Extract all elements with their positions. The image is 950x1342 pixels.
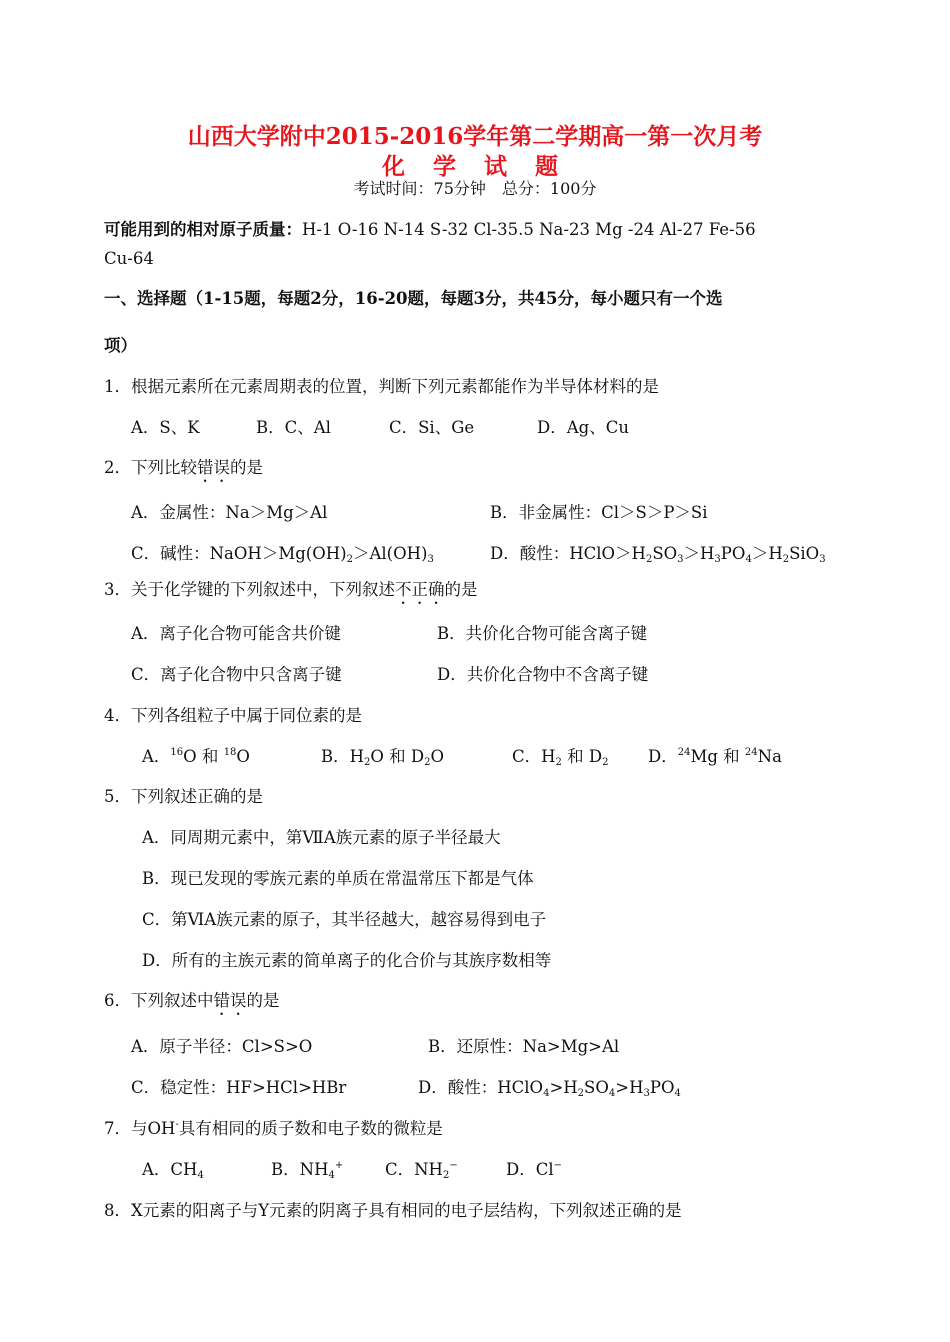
question-7-option-d: D．Cl−	[506, 1160, 563, 1179]
atomic-masses-line	[104, 216, 756, 240]
atomic-masses-label: 可能用到的相对原子质量：	[104, 220, 302, 239]
question-3-stem: 3．关于化学键的下列叙述中，下列叙述不正确的是	[104, 580, 478, 599]
question-7-option-c: C．$NH_2^-$	[385, 1160, 458, 1181]
question-5-stem: 5．下列叙述正确的是	[104, 787, 263, 806]
question-4-option-c: C．$H_2$ 和 $D_2$	[512, 747, 609, 768]
question-3-option-b: B．共价化合物可能含离子键	[437, 624, 648, 643]
question-1-stem: 1．根据元素所在元素周期表的位置，判断下列元素都能作为半导体材料的是	[104, 377, 659, 396]
question-1-option-d: D．Ag、Cu	[537, 418, 629, 437]
question-7-option-a: A．$CH_4$	[142, 1160, 204, 1181]
question-4-option-b: B．$H_2O$ 和 $D_2O$	[321, 747, 445, 768]
question-5-option-b: B．现已发现的零族元素的单质在常温常压下都是气体	[142, 869, 534, 888]
section-heading: 一、选择题（1-15题，每题2分，16-20题，每题3分，共45分，每小题只有一个选	[104, 289, 723, 308]
question-2-option-c: C．碱性：$NaOH>Mg(OH)_2>Al(OH)_3$	[131, 544, 434, 565]
question-4-option-a: A．$^{16}$O 和 $^{18}$O	[142, 747, 250, 766]
question-1-option-c: C．Si、Ge	[389, 418, 475, 437]
question-4-option-d: D．$^{24}$Mg 和 $^{24}$Na	[648, 747, 782, 766]
question-7-option-b: B．$NH_4^+$	[271, 1160, 344, 1181]
section-heading-cont: 项）	[104, 336, 137, 355]
question-3-option-c: C．离子化合物中只含离子键	[131, 665, 342, 684]
exam-meta: 考试时间：75分钟 总分：100分	[353, 179, 597, 198]
exam-title: 山西大学附中2015-2016学年第二学期高一第一次月考	[187, 123, 763, 150]
question-5-option-a: A．同周期元素中，第ⅦA族元素的原子半径最大	[142, 828, 501, 847]
question-3-option-a: A．离子化合物可能含共价键	[131, 624, 341, 643]
question-7-stem: 7．与OH-具有相同的质子数和电子数的微粒是	[104, 1119, 443, 1138]
question-6-option-a: A．原子半径：Cl>S>O	[131, 1037, 313, 1056]
question-8-stem: 8．X元素的阳离子与Y元素的阴离子具有相同的电子层结构，下列叙述正确的是	[104, 1201, 682, 1220]
atomic-masses-values: H-1 O-16 N-14 S-32 Cl-35.5 Na-23 Mg -24 Al-27 Fe-56	[302, 220, 756, 239]
question-1-option-a: A．S、K	[131, 418, 200, 437]
question-2-option-a: A．金属性：Na＞Mg＞Al	[131, 503, 328, 522]
question-1-option-b: B．C、Al	[256, 418, 331, 437]
question-4-stem: 4．下列各组粒子中属于同位素的是	[104, 706, 362, 725]
question-5-option-c: C．第ⅥA族元素的原子，其半径越大，越容易得到电子	[142, 910, 547, 929]
question-6-stem: 6．下列叙述中错误的是	[104, 991, 280, 1010]
question-5-option-d: D．所有的主族元素的简单离子的化合价与其族序数相等	[142, 951, 552, 970]
question-6-option-d: D．酸性：$HClO_4>H_2SO_4>H_3PO_4$	[418, 1078, 681, 1099]
question-2-option-b: B．非金属性：Cl＞S＞P＞Si	[490, 503, 708, 522]
question-6-option-c: C．稳定性：HF>HCl>HBr	[131, 1078, 347, 1097]
atomic-masses-values-2: Cu-64	[104, 249, 154, 268]
question-2-stem: 2．下列比较错误的是	[104, 458, 263, 477]
subject-title: 化 学 试 题	[381, 153, 569, 180]
question-3-option-d: D．共价化合物中不含离子键	[437, 665, 649, 684]
question-2-option-d: D．酸性：$HClO>H_2SO_3>H_3PO_4>H_2SiO_3$	[490, 544, 826, 565]
question-6-option-b: B．还原性：Na>Mg>Al	[428, 1037, 620, 1056]
